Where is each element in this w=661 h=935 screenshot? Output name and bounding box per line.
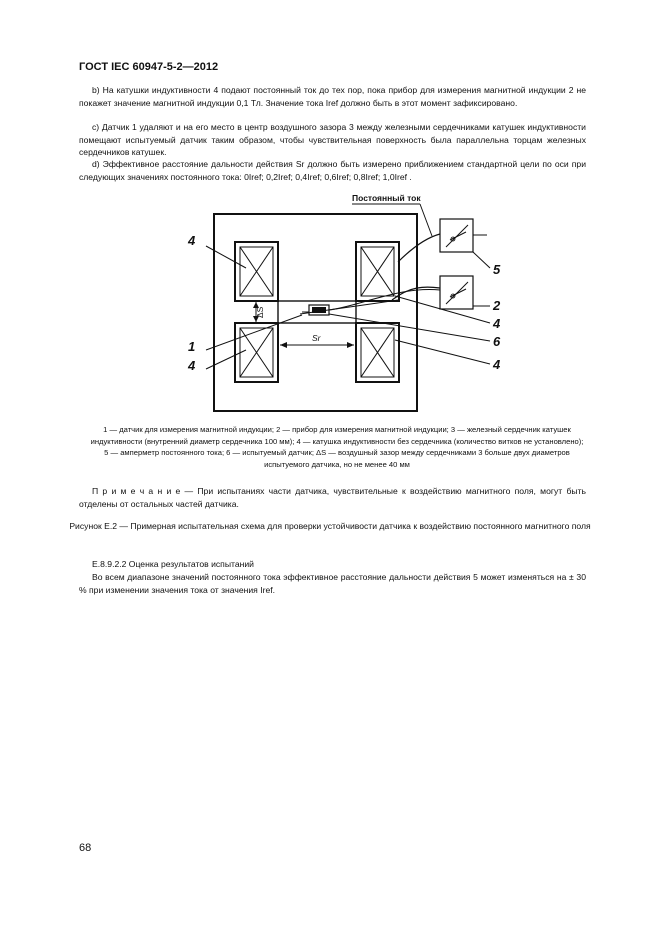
label-5: 5	[493, 262, 501, 277]
label-4-bottom-left: 4	[188, 358, 196, 373]
label-4-top-left: 4	[188, 233, 196, 248]
magnetometer-box	[440, 276, 473, 309]
label-6: 6	[493, 334, 501, 349]
figure-caption: Рисунок Е.2 — Примерная испытательная схема для проверки устойчивости датчика к воздействию постоянного магнитного поля	[69, 521, 591, 531]
page-number: 68	[79, 842, 92, 854]
figure-note: П р и м е ч а н и е — При испытаниях части датчика, чувствительные к воздействию магнитного поля, могут быть отделены от остальных частей датчика.	[79, 486, 586, 509]
paragraph-b: b) На катушки индуктивности 4 подают постоянный ток до тех пор, пока прибор для измерения магнитной индукции 2 не покажет значение магнитной индукции 0,1 Тл. Значение тока Iref должно быть в этот момент зафиксировано.	[79, 85, 586, 108]
paragraph-d: d) Эффективное расстояние дальности действия Sr должно быть измерено приближением стандартной цели по оси при следующих значениях постоянного тока: 0Iref; 0,2Iref; 0,4Iref; 0,6Iref; 0,8Iref; 1,0Iref .	[79, 159, 586, 182]
document-header: ГОСТ IEC 60947-5-2—2012	[79, 61, 219, 73]
label-4-bottom-right: 4	[493, 357, 501, 372]
label-2: 2	[493, 298, 501, 313]
section-text: Во всем диапазоне значений постоянного тока эффективное расстояние дальности действия 5 может изменяться на ± 30 % при изменении значения тока от значения Iref.	[79, 572, 586, 595]
figure-legend: 1 — датчик для измерения магнитной индукции; 2 — прибор для измерения магнитной индукции; 3 — железный сердечник катушек индуктивности (внутренний диаметр сердечника 100 мм); 4 — катушка индуктивности без сердечника (количество витков не установлено); 5 — амперметр постоянного тока; 6 — испытуемый датчик; ΔS — воздушный зазор между сердечниками 3 больше двух диаметров испытуемого датчика, но не менее 40 мм	[90, 425, 584, 469]
paragraph-c: c) Датчик 1 удаляют и на его место в центр воздушного зазора 3 между железными сердечниками катушек индуктивности помещают испытуемый датчик таким образом, чтобы чувствительная поверхность была параллельна торцам железных сердечников катушек.	[79, 122, 586, 158]
label-1: 1	[188, 339, 196, 354]
section-title: Е.8.9.2.2 Оценка результатов испытаний	[92, 559, 254, 569]
label-4-right: 4	[493, 316, 501, 331]
distance-label: Sr	[312, 333, 321, 343]
dc-current-label: Постоянный ток	[352, 193, 421, 203]
gap-label: ΔS	[255, 306, 265, 318]
ammeter-box	[440, 219, 473, 252]
